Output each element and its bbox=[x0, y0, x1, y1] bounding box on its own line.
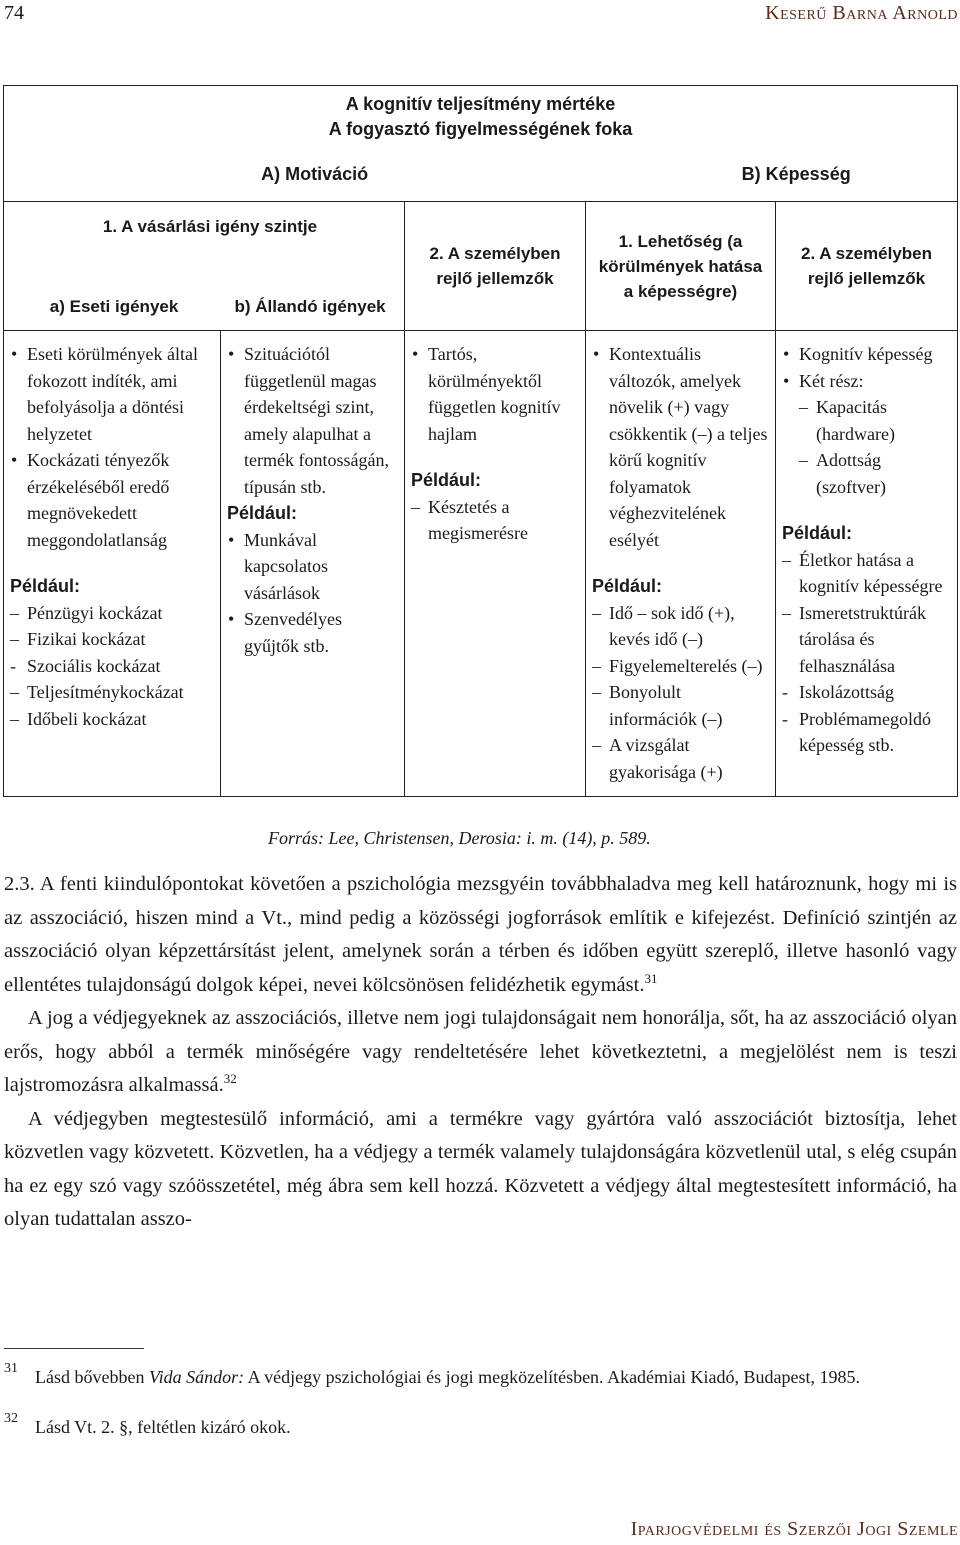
body-text bbox=[4, 868, 957, 1237]
journal-footer: Iparjogvédelmi és Szerzői Jogi Szemle bbox=[630, 1518, 958, 1540]
example-label: Például: bbox=[592, 576, 663, 596]
cell-permanent-needs bbox=[221, 331, 405, 797]
list-item: • Munkával kapcsolatos vásárlások bbox=[227, 527, 398, 607]
footnote-rule bbox=[4, 1348, 144, 1349]
list-item: • Kontextuális változók, amelyek növelik (+) vagy csökkentik (–) a teljes körű kognitív folyamatok véghezvitelének esélyét bbox=[592, 341, 769, 553]
example-label: Például: bbox=[10, 576, 81, 596]
example-label: Például: bbox=[782, 523, 853, 543]
table-title-line2: A fogyasztó figyelmességének foka bbox=[328, 119, 633, 139]
cell-personal-traits-a bbox=[405, 331, 586, 797]
running-head: Keserű Barna Arnold bbox=[765, 2, 958, 24]
list-item: • Kognitív képesség bbox=[782, 341, 951, 368]
list-item: - Szociális kockázat bbox=[10, 653, 214, 680]
footnote-ref[interactable]: 32 bbox=[223, 1071, 237, 1087]
list-item: - Iskolázottság bbox=[782, 679, 951, 706]
col-permanent-needs: b) Állandó igények bbox=[234, 296, 386, 316]
example-label: Például: bbox=[411, 470, 482, 490]
list-item: – Bonyolult információk (–) bbox=[592, 679, 769, 732]
list-item: - Problémamegoldó képesség stb. bbox=[782, 706, 951, 759]
list-item: • Szenvedélyes gyűjtők stb. bbox=[227, 606, 398, 659]
footnote-32: 32 Lásd Vt. 2. §, feltétlen kizáró okok. bbox=[4, 1415, 957, 1440]
example-label: Például: bbox=[227, 503, 298, 523]
cell-opportunity bbox=[586, 331, 776, 797]
paragraph: A jog a védjegyeknek az asszociációs, illetve nem jogi tulajdonságait nem honorálja, sőt, ha az asszociáció olyan erős, hogy abból a termék minőségére vagy rendeltetésére lehet következtetni, a megjelölést nem is teszi lajstromozásra alkalmassá.$^{32}$ bbox=[4, 1007, 957, 1096]
footnote-31: 31 Lásd bővebben Vida Sándor: A védjegy pszichológiai és jogi megközelítésben. Akadémiai Kiadó, Budapest, 1985. bbox=[4, 1365, 957, 1390]
cell-personal-traits-b bbox=[776, 331, 958, 797]
page-number: 74 bbox=[4, 2, 24, 24]
comparison-table bbox=[3, 85, 957, 797]
footnote-number: 31 bbox=[4, 1361, 18, 1376]
footnote-number: 32 bbox=[4, 1411, 18, 1426]
paragraph: 2.3. A fenti kiindulópontokat követően a pszichológia mezsgyéin továbbhaladva meg kell határoznunk, hogy mi is az asszociáció, hiszen mind a Vt., mind pedig a közösségi jogforrások említik e kifejezést. Definíció szintjén az asszociáció olyan képzettársítást jelent, amelynek során a térben és időben együtt szereplő, illetve hasonló vagy ellentétes tulajdonságú dolgok képei, nevei kölcsönösen felidézhetik egymást.$^{31}$ bbox=[4, 873, 957, 996]
footnote-ref[interactable]: 31 bbox=[644, 970, 658, 986]
list-item: – Ismeretstruktúrák tárolása és felhasználása bbox=[782, 600, 951, 680]
table-title-line1: A kognitív teljesítmény mértéke bbox=[345, 94, 616, 114]
col-opportunity: 1. Lehetőség (a körülmények hatása a képességre) bbox=[586, 202, 776, 331]
list-item: – Pénzügyi kockázat bbox=[10, 600, 214, 627]
list-item: – Teljesítménykockázat bbox=[10, 679, 214, 706]
list-item: • Szituációtól függetlenül magas érdekeltségi szint, amely alapulhat a termék fontosságán, típusán stb. bbox=[227, 341, 398, 500]
list-item: • Tartós, körülményektől független kognitív hajlam bbox=[411, 341, 579, 447]
list-item: – Idő – sok idő (+), kevés idő (–) bbox=[592, 600, 769, 653]
list-item: – Késztetés a megismerésre bbox=[411, 494, 579, 547]
group-a-label: A) Motiváció bbox=[261, 164, 369, 184]
subheader-need-level bbox=[4, 202, 405, 331]
need-level-label: 1. A vásárlási igény szintje bbox=[102, 216, 318, 236]
list-item: • Eseti körülmények által fokozott indíték, ami befolyásolja a döntési helyzetet bbox=[10, 341, 214, 447]
col-personal-traits-a: 2. A személyben rejlő jellemzők bbox=[405, 202, 586, 331]
col-personal-traits-b: 2. A személyben rejlő jellemzők bbox=[776, 202, 958, 331]
list-item: • Két rész: bbox=[782, 368, 951, 395]
list-item: • Kockázati tényezők érzékeléséből eredő megnövekedett meggondolatlanság bbox=[10, 447, 214, 553]
cell-occasional-needs bbox=[4, 331, 221, 797]
list-item: – Fizikai kockázat bbox=[10, 626, 214, 653]
paragraph: A védjegyben megtestesülő információ, ami a termékre vagy gyártóra való asszociációt biztosítja, lehet közvetlen vagy közvetett. Közvetlen, ha a védjegy a termék valamely tulajdonságára közvetlenül utal, s elég csupán ha ez egy szó vagy szóösszetétel, még ábra sem kell hozzá. Közvetett a védjegy által megtestesített információ, ha olyan tudattalan asszo- bbox=[4, 1107, 957, 1230]
list-item: – Adottság (szoftver) bbox=[782, 447, 951, 500]
list-item: – Figyelemelterelés (–) bbox=[592, 653, 769, 680]
list-item: – Időbeli kockázat bbox=[10, 706, 214, 733]
group-b-label: B) Képesség bbox=[741, 164, 851, 184]
list-item: – Életkor hatása a kognitív képességre bbox=[782, 547, 951, 600]
list-item: – Kapacitás (hardware) bbox=[782, 394, 951, 447]
col-occasional-needs: a) Eseti igények bbox=[49, 296, 179, 316]
table-source: Forrás: Lee, Christensen, Derosia: i. m. (14), p. 589. bbox=[268, 828, 651, 848]
list-item: – A vizsgálat gyakorisága (+) bbox=[592, 732, 769, 785]
table-header bbox=[4, 86, 958, 202]
